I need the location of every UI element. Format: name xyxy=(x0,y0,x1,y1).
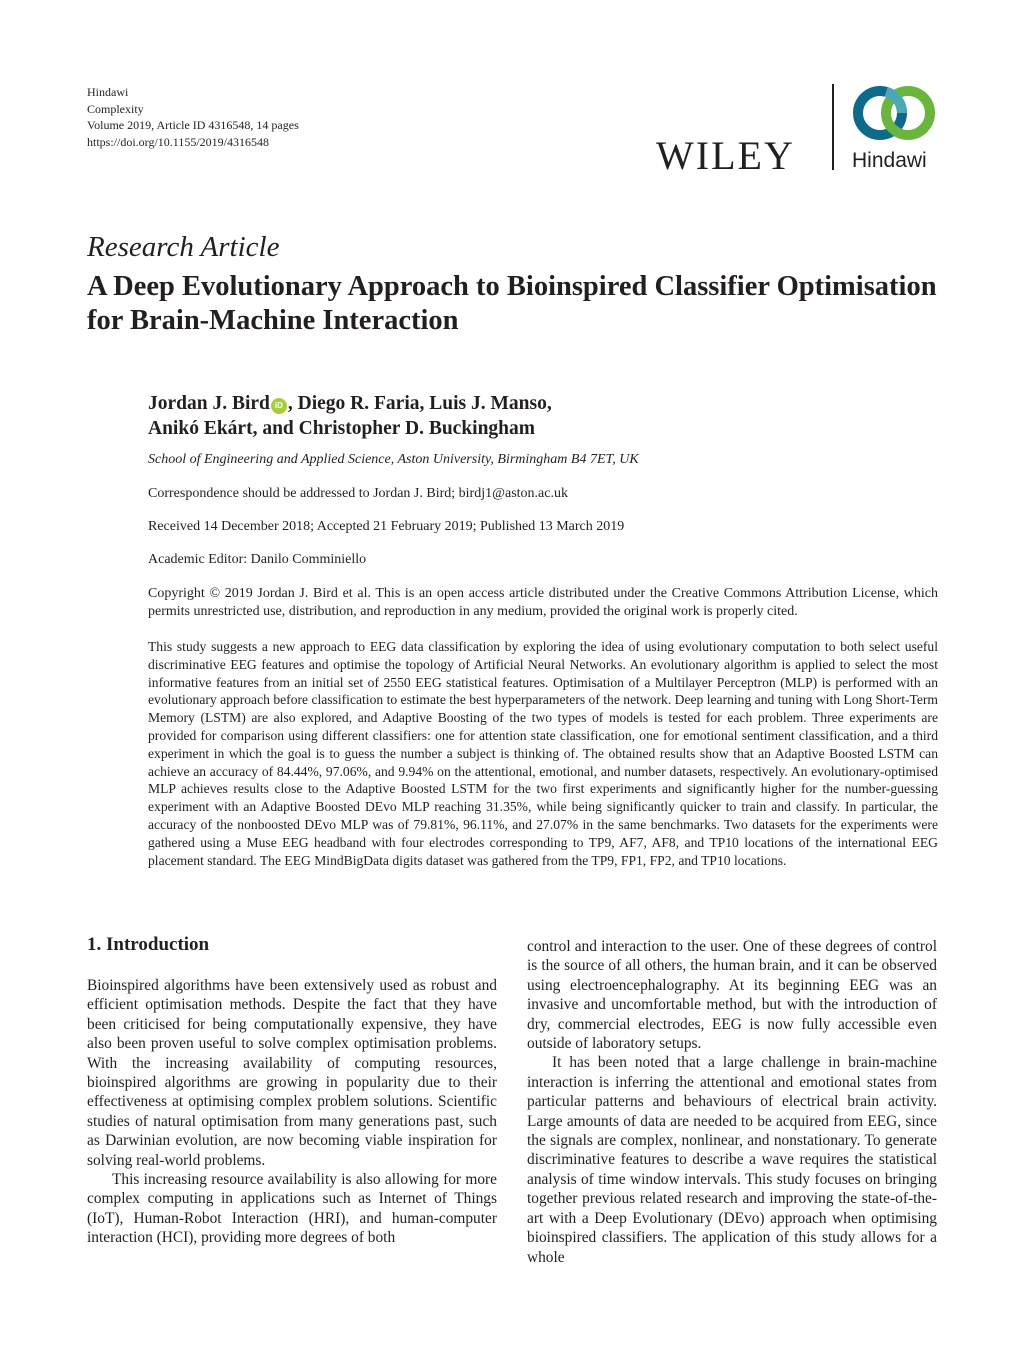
abstract: This study suggests a new approach to EEG data classification by exploring the idea of using evolutionary computation to both select useful discriminative EEG features and optimise the topology of Artificial Neural Networks. An evolutionary algorithm is applied to select the most informative features from an initial set of 2550 EEG statistical features. Optimisation of a Multilayer Perceptron (MLP) is performed with an evolutionary approach before classification to estimate the best hyperparameters of the network. Deep learning and tuning with Long Short-Term Memory (LSTM) are also explored, and Adaptive Boosting of the two types of models is tested for each problem. Three experiments are provided for comparison using different classifiers: one for attention state classification, one for emotional sentiment classification, and a third experiment in which the goal is to guess the number a subject is thinking of. The obtained results show that an Adaptive Boosted LSTM can achieve an accuracy of 84.44%, 97.06%, and 9.94% on the attentional, emotional, and number datasets, respectively. An evolutionary-optimised MLP achieves results close to the Adaptive Boosted LSTM for the two first experiments and significantly higher for the number-guessing experiment with an Adaptive Boosted DEvo MLP reaching 31.35%, while being significantly quicker to train and classify. In particular, the accuracy of the nonboosted DEvo MLP was of 79.81%, 96.11%, and 27.07% in the same benchmarks. Two datasets for the experiments were gathered using a Muse EEG headband with four electrodes corresponding to TP9, AF7, AF8, and TP10 locations of the international EEG placement standard. The EEG MindBigData digits dataset was gathered from the TP9, FP1, FP2, and TP10 locations. xyxy=(148,639,938,868)
doi-link[interactable]: https://doi.org/10.1155/2019/4316548 xyxy=(87,134,270,149)
author-line-2: Anikó Ekárt, and Christopher D. Buckingham xyxy=(148,417,536,439)
author-list xyxy=(148,392,848,441)
hindawi-rings-icon xyxy=(850,84,940,146)
paragraph: Bioinspired algorithms have been extensively used as robust and efficient optimisation methods. Despite the fact that they have been criticised for being computationally expensive, they have also been proven useful to solve complex optimisation problems. With the increasing availability of computing resources, bioinspired algorithms are growing in popularity due to their effectiveness at optimising complex problem solutions. Scientific studies of natural optimisation from many generations past, such as Darwinian evolution, are now becoming viable inspiration for solving real-world problems. xyxy=(87,977,497,1169)
author-first: Jordan J. Bird xyxy=(148,393,270,414)
affiliation: School of Engineering and Applied Science, Aston University, Birmingham B4 7ET, UK xyxy=(148,452,639,467)
publisher-name: Hindawi xyxy=(87,85,129,99)
left-column xyxy=(87,976,497,1248)
author-line-1 xyxy=(148,392,848,417)
author-rest: , Diego R. Faria, Luis J. Manso, xyxy=(287,393,552,414)
volume-info: Volume 2019, Article ID 4316548, 14 pages xyxy=(87,118,299,132)
paragraph: This increasing resource availability is also allowing for more complex computing in applications such as Internet of Things (IoT), Human-Robot Interaction (HRI), and human-computer interaction (HCI), providing more degrees of both xyxy=(87,1171,497,1247)
copyright-notice: Copyright © 2019 Jordan J. Bird et al. This is an open access article distributed under the Creative Commons Attribution License, which permits unrestricted use, distribution, and reproduction in any medium, provided the original work is properly cited. xyxy=(148,586,938,619)
section-heading: 1. Introduction xyxy=(87,934,210,955)
article-type: Research Article xyxy=(87,231,280,263)
paragraph: It has been noted that a large challenge in brain-machine interaction is inferring the attentional and emotional states from particular patterns and behaviours of electrical brain activity. Large amounts of data are needed to be acquired from EEG, since the signals are complex, nonlinear, and nonstationary. To generate discriminative features to describe a wave requires the statistical analysis of time window intervals. This study focuses on bringing together previous related research and improving the state-of-the-art with a Deep Evolutionary (DEvo) approach when optimising bioinspired classifiers. The application of this study allows for a whole xyxy=(527,1054,937,1266)
paragraph: control and interaction to the user. One of these degrees of control is the source of all others, the human brain, and it can be observed using electroencephalography. At its beginning EEG was an invasive and uncomfortable method, but with the introduction of dry, commercial electrodes, EEG is now fully accessible even outside of laboratory setups. xyxy=(527,938,937,1053)
journal-name: Complexity xyxy=(87,101,144,116)
publication-dates: Received 14 December 2018; Accepted 21 February 2019; Published 13 March 2019 xyxy=(148,519,625,534)
orcid-icon[interactable]: iD xyxy=(271,398,287,414)
hindawi-logo-text: Hindawi xyxy=(852,149,927,172)
article-title: A Deep Evolutionary Approach to Bioinspired Classifier Optimisation for Brain-Machine Interaction xyxy=(87,271,937,336)
correspondence: Correspondence should be addressed to Jordan J. Bird; birdj1@aston.ac.uk xyxy=(148,486,568,501)
publisher-logos xyxy=(656,84,946,176)
academic-editor: Academic Editor: Danilo Comminiello xyxy=(148,552,367,567)
right-column xyxy=(527,937,937,1267)
logo-divider xyxy=(832,84,834,170)
wiley-logo: WILEY xyxy=(656,133,795,178)
journal-meta xyxy=(87,84,299,150)
